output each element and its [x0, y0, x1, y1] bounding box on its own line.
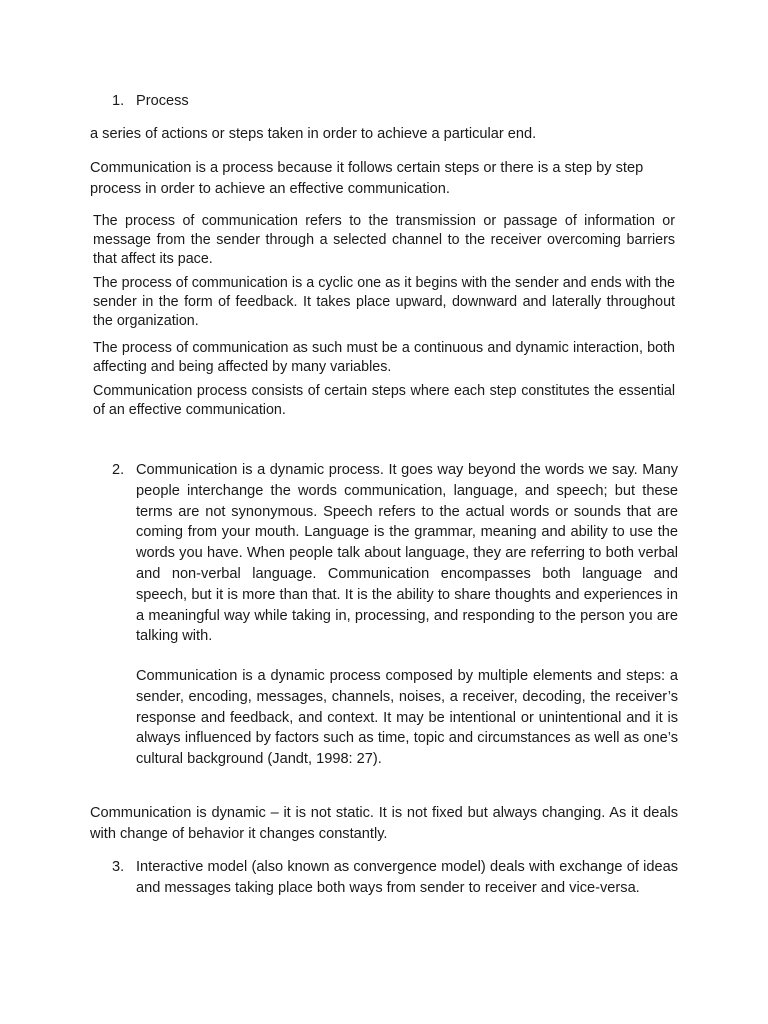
process-paragraph-4: Communication process consists of certain steps where each step constitutes the essential of an effective communication.: [93, 383, 675, 418]
list-number-1: 1.: [112, 93, 125, 109]
process-intro: Communication is a process because it follows certain steps or there is a step by step process in order to achieve an effective communication.: [90, 160, 644, 197]
section-heading-process: Process: [136, 93, 189, 109]
list-number-2: 2.: [112, 462, 125, 478]
dynamic-process-paragraph: Communication is a dynamic process. It goes way beyond the words we say. Many people interchange the words communication, language, and speech; but these terms are not synonymous. Speech refers to the actual words or sounds that are coming from your mouth. Language is the grammar, meaning and ability to use the words you have. When people talk about language, they are referring to both verbal and non-verbal language. Communication encompasses both language and speech, but it is more than that. It is the ability to share thoughts and experiences in a meaningful way while taking in, processing, and responding to the person you are talking with.: [136, 462, 678, 645]
process-paragraph-2: The process of communication is a cyclic one as it begins with the sender and ends with the sender in the form of feedback. It takes place upward, downward and laterally throughout the organization.: [93, 275, 675, 329]
list-number-3: 3.: [112, 859, 125, 875]
process-paragraph-3: The process of communication as such must be a continuous and dynamic interaction, both affecting and being affected by many variables.: [93, 340, 675, 375]
interactive-model-paragraph: Interactive model (also known as convergence model) deals with exchange of ideas and messages taking place both ways from sender to receiver and vice-versa.: [136, 859, 678, 896]
dynamic-elements-paragraph: Communication is a dynamic process composed by multiple elements and steps: a sender, encoding, messages, channels, noises, a receiver, decoding, the receiver’s response and feedback, and context. It may be intentional or unintentional and it is always influenced by factors such as time, topic and circumstances as well as one’s cultural background (Jandt, 1998: 27).: [136, 668, 678, 768]
process-paragraph-1: The process of communication refers to the transmission or passage of information or message from the sender through a selected channel to the receiver overcoming barriers that affect its pace.: [93, 213, 675, 267]
process-definition: a series of actions or steps taken in order to achieve a particular end.: [90, 126, 537, 142]
dynamic-conclusion: Communication is dynamic – it is not static. It is not fixed but always changing. As it deals with change of behavior it changes constantly.: [90, 805, 678, 842]
